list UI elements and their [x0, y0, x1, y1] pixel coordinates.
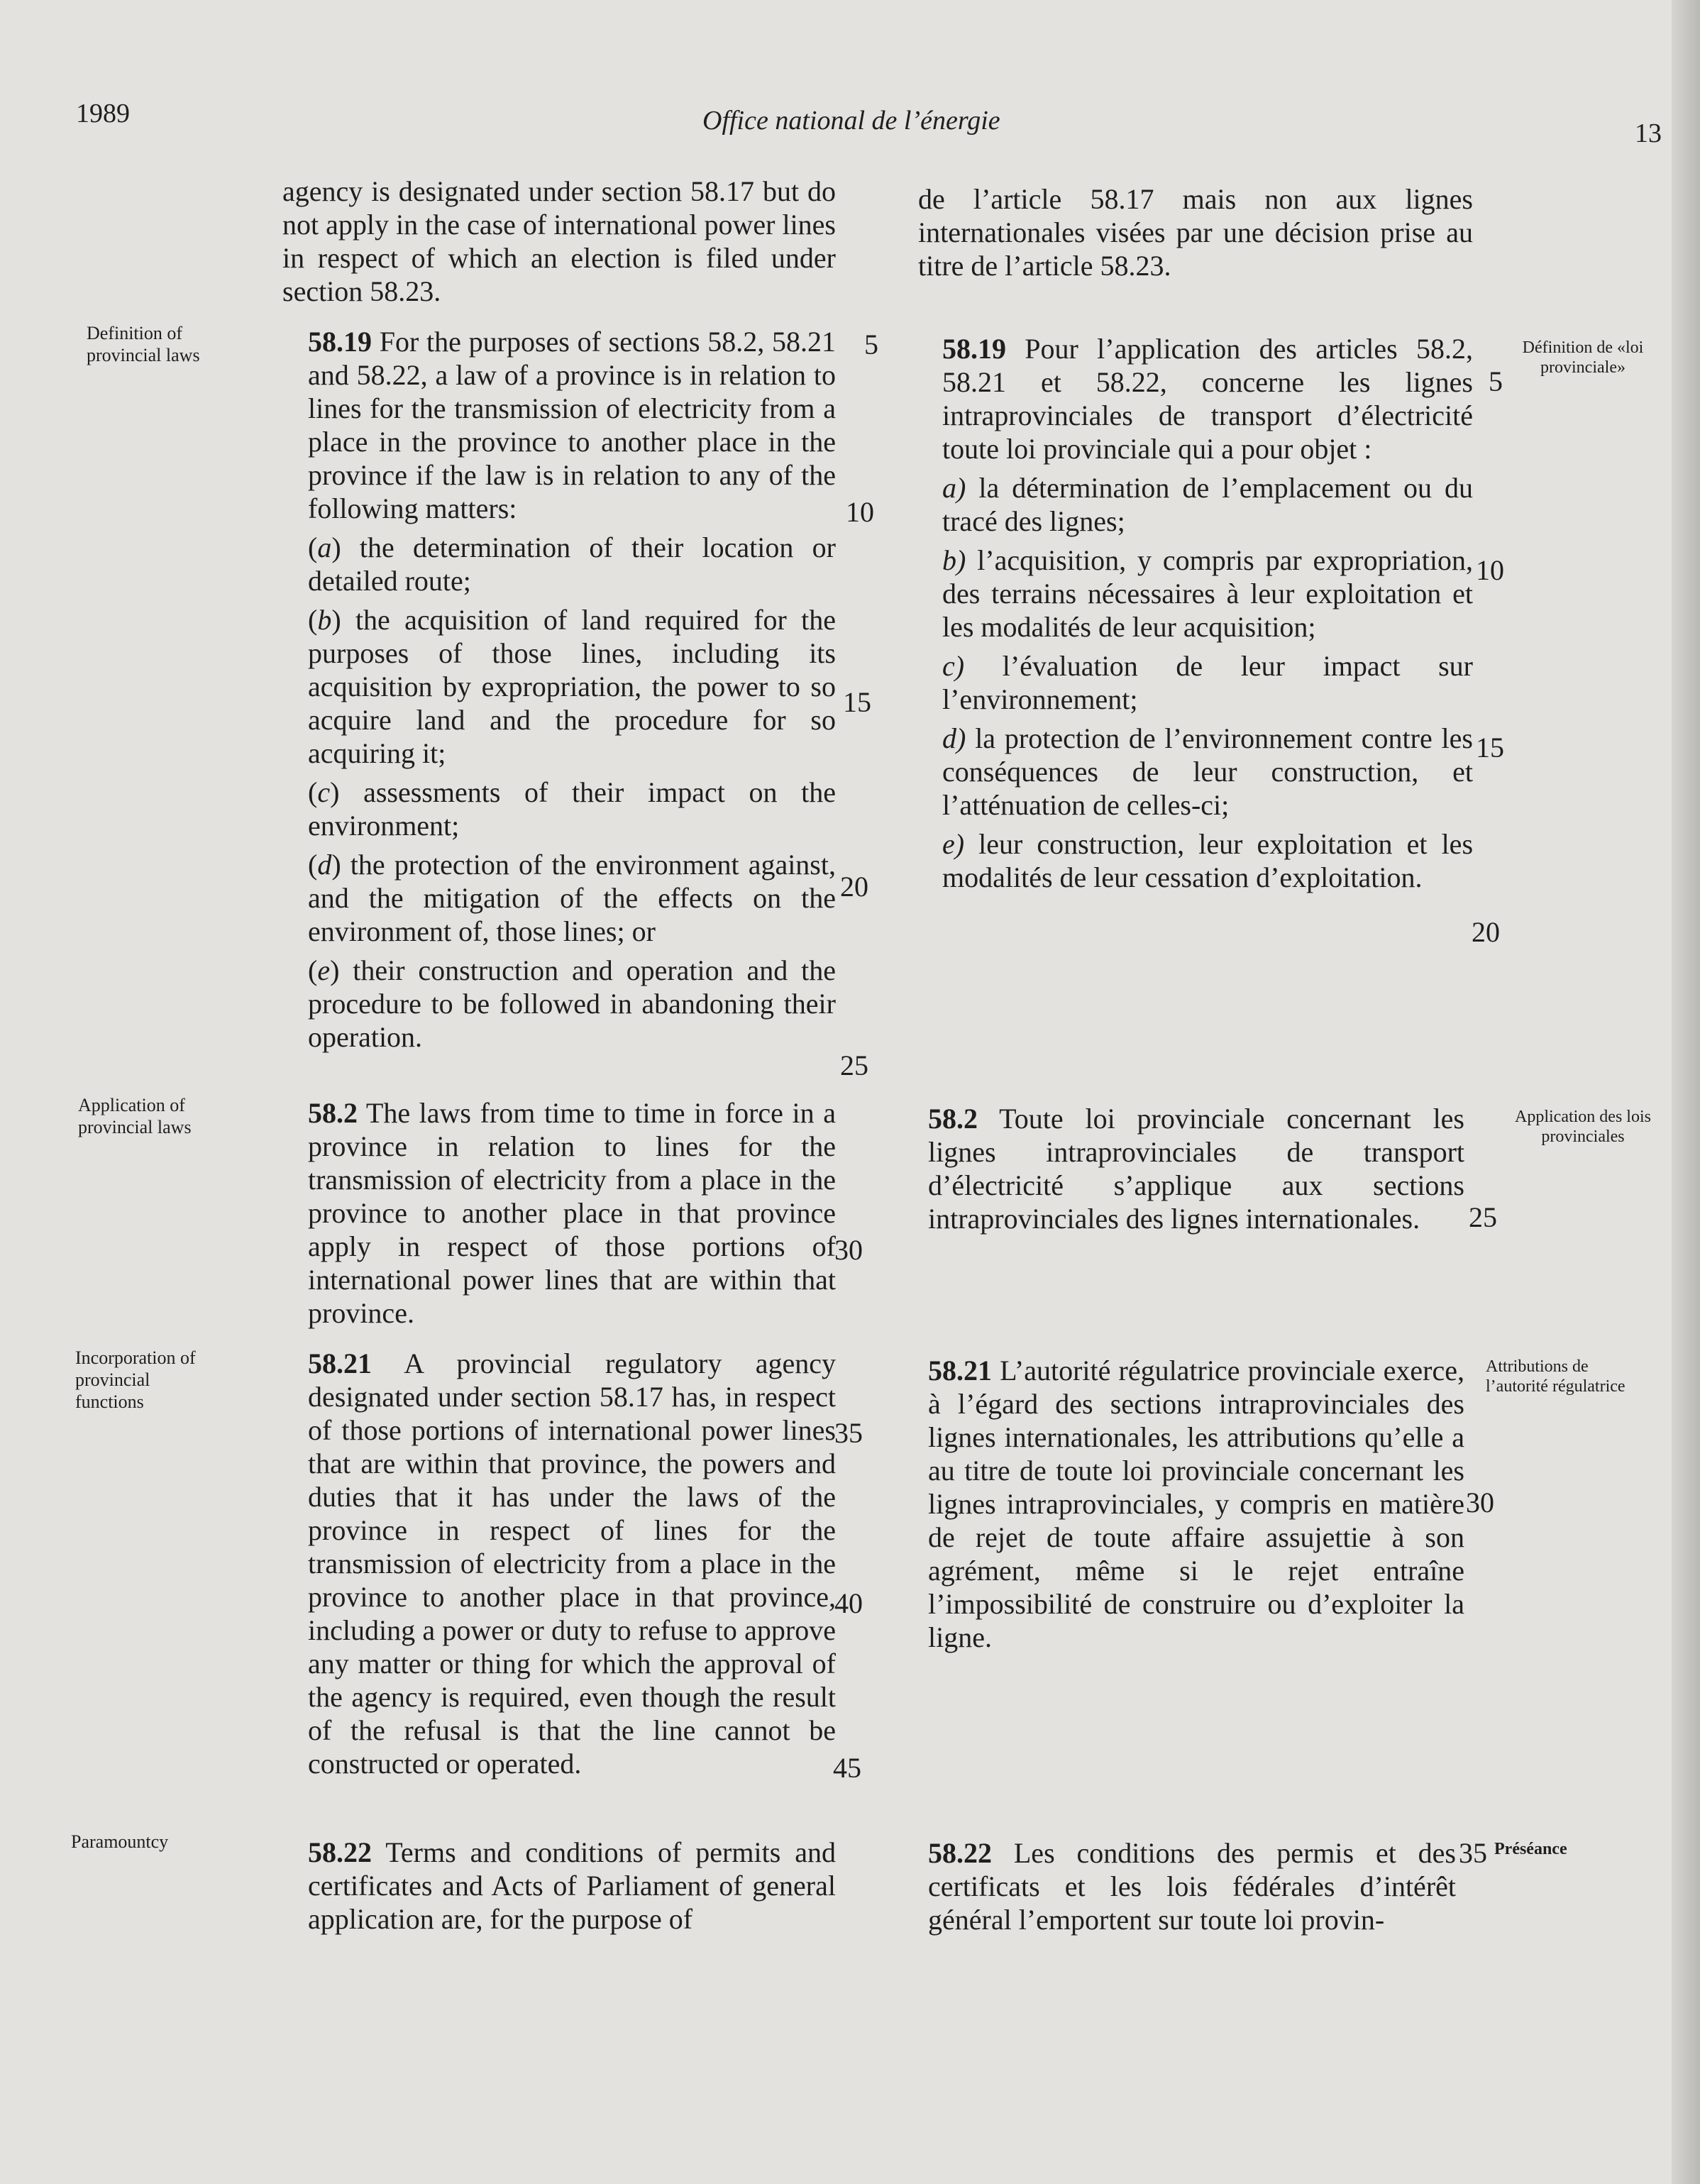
- fr-line-number: 20: [1472, 916, 1500, 948]
- header-title: Office national de l’énergie: [702, 106, 1000, 136]
- en-carry-paragraph: agency is designated under section 58.17 but do not apply in the case of international power lines in respect of which an election is filed under section 58.23.: [282, 175, 836, 307]
- fr-section-58-21: 58.21 L’autorité régulatrice provinciale exerce, à l’égard des sections intraprovinciales des lignes internationales, les attributions qu’elle a au titre de toute loi provinciale concernant les lignes intraprovinciales, y compris en matière de rejet de toute affaire assujettie à son agrément, même si le rejet entraîne l’impossibilité de construire ou d’exploiter la ligne.: [928, 1355, 1464, 1653]
- en-line-number: 20: [840, 871, 868, 903]
- page-edge-shadow: [1672, 0, 1700, 2184]
- fr-line-number: 5: [1489, 365, 1503, 397]
- en-section-58-19: 58.19 For the purposes of sections 58.2, 58.21 and 58.22, a law of a province is in relation to lines for the transmission of electricity from a place in the province to another place in the province if the law is in relation to any of the following matters: (a) the determination of their location or detailed route; (b) the acquisition of land required for the purposes of those lines, including its acquisition by expropriation, the power to so acquire land and the procedure for so acquiring it; (c) assessments of their impact on the environment; (d) the protection of the environment against, and the mitigation of the effects on the environment of, those lines; or (e) their construction and operation and the procedure to be followed in abandoning their operation.: [308, 326, 837, 1053]
- header-year: 1989: [76, 99, 130, 128]
- fr-section-58-19: 58.19 Pour l’application des articles 58.2, 58.21 et 58.22, concerne les lignes intraprovinciales de transport d’électricité toute loi provinciale qui a pour objet : a) la détermination de l’emplacement ou du tracé des lignes; b) l’acquisition, y compris par expropriation, des terrains nécessaires à leur exploitation et les modalités de leur acquisition; c) l’évaluation de leur impact sur l’environnement; d) la protection de l’environnement contre les conséquences de leur construction, et l’atténuation de celles-ci; e) leur construction, leur exploitation et les modalités de leur cessation d’exploitation.: [942, 333, 1474, 893]
- fr-section-58-2: 58.2 Toute loi provinciale concernant les lignes intraprovinciales de transport d’électricité s’applique aux sections intraprovinciales des lignes internationales.: [928, 1103, 1465, 1235]
- margin-note-definition: Definition of provincial laws: [87, 323, 200, 365]
- margin-note-incorporation: Incorporation of provincial functions: [75, 1347, 196, 1412]
- fr-line-number: 15: [1476, 732, 1504, 763]
- en-line-number: 40: [834, 1587, 863, 1619]
- margin-note-paramountcy: Paramountcy: [71, 1831, 169, 1852]
- en-section-58-22: 58.22 Terms and conditions of permits and certificates and Acts of Parliament of general application are, for the purpose of: [308, 1836, 836, 1935]
- en-line-number: 30: [834, 1234, 863, 1266]
- margin-note-preseance-fr: Préséance: [1494, 1840, 1567, 1858]
- margin-note-application-fr: Application des lois provinciales: [1515, 1108, 1651, 1146]
- fr-line-number: 35: [1459, 1837, 1487, 1869]
- margin-note-attributions-fr: Attributions de l’autorité régulatrice: [1486, 1357, 1626, 1396]
- fr-line-number: 25: [1469, 1201, 1497, 1233]
- en-line-number: 5: [864, 329, 878, 360]
- en-section-58-21: 58.21 A provincial regulatory agency designated under section 58.17 has, in respect of those portions of international power lines that are within that province, the powers and duties that it has under the laws of the province in respect of lines for the transmission of electricity from a place in the province to another place in that province, including a power or duty to refuse to approve any matter or thing for which the approval of the agency is required, even though the result of the refusal is that the line cannot be constructed or operated.: [308, 1347, 837, 1780]
- fr-section-58-22: 58.22 Les conditions des permis et des certificats et les lois fédérales d’intérêt général l’emportent sur toute loi provin-: [928, 1837, 1456, 1936]
- fr-line-number: 30: [1466, 1487, 1494, 1518]
- en-section-number: 58.19: [308, 326, 372, 358]
- en-line-number: 25: [840, 1049, 868, 1081]
- fr-line-number: 10: [1476, 554, 1504, 586]
- margin-note-definition-fr: Définition de «loi provinciale»: [1522, 338, 1644, 377]
- header-page-number: 13: [1635, 118, 1662, 148]
- en-line-number: 45: [833, 1752, 861, 1784]
- en-line-number: 10: [846, 496, 874, 528]
- en-section-58-2: 58.2 The laws from time to time in force in a province in relation to lines for the transmission of electricity from a place in the province to another place in that province apply in respect of those portions of international power lines that are within that province.: [308, 1097, 836, 1329]
- fr-carry-paragraph: de l’article 58.17 mais non aux lignes internationales visées par une décision prise au titre de l’article 58.23.: [918, 183, 1473, 282]
- en-line-number: 15: [843, 686, 871, 718]
- margin-note-application: Application of provincial laws: [78, 1095, 192, 1137]
- en-line-number: 35: [834, 1417, 863, 1449]
